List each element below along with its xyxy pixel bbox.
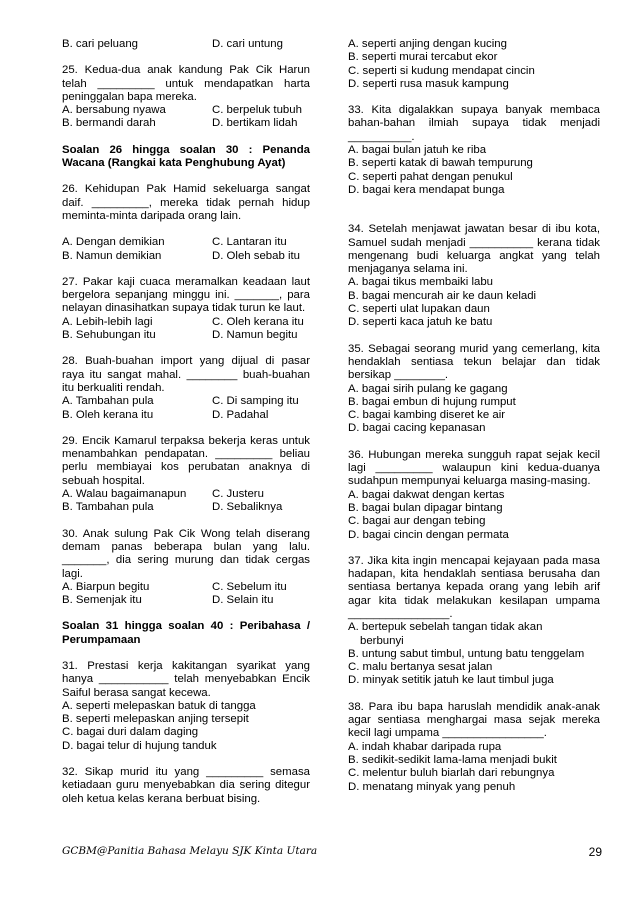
question-text: 31. Prestasi kerja kakitangan syarikat yang hanya ___________ telah menyebabkan Encik Saiful berasa sangat kecewa. [62, 659, 310, 699]
option-c: C. bagai aur dengan tebing [348, 515, 486, 528]
question-text: 37. Jika kita ingin mencapai kejayaan pada masa hadapan, kita hendaklah sentiasa berusaha dan sentiasa bertanya kepada orang yang lebih arif agar kita tidak melakukan kesilapan umpama ________________. [348, 554, 600, 620]
question-31 [62, 660, 310, 753]
option-c: C. seperti pahat dengan penukul [348, 170, 513, 183]
section-heading-31-40: Soalan 31 hingga soalan 40 : Peribahasa / Perumpamaan [62, 620, 310, 646]
option-b: B. seperti murai tercabut ekor [348, 51, 498, 64]
option-a: A. Lebih-lebih lagi [62, 315, 153, 328]
option-c: C. seperti ulat lupakan daun [348, 303, 490, 316]
question-text: 36. Hubungan mereka sungguh rapat sejak kecil lagi _________ walaupun kini kedua-duanya sudahpun mempunyai keluarga masing-masing. [348, 448, 600, 488]
option-d: D. Namun begitu [212, 329, 298, 342]
q32-options [348, 38, 600, 91]
option-d: D. minyak setitik jatuh ke laut timbul juga [348, 674, 554, 687]
option-c: C. Justeru [212, 488, 264, 501]
option-c: C. Di samping itu [212, 395, 299, 408]
question-28 [62, 355, 310, 421]
question-27 [62, 276, 310, 342]
option-a: A. seperti melepaskan batuk di tangga [62, 699, 256, 712]
page-footer [62, 845, 602, 861]
question-34 [348, 223, 600, 329]
question-text: 29. Encik Kamarul terpaksa bekerja keras untuk menambahkan pendapatan. _________ beliau perlu membiayai kos perubatan anaknya di sebuah hospital. [62, 434, 310, 487]
question-text: 33. Kita digalakkan supaya banyak membaca bahan-bahan ilmiah supaya tidak menjadi __________. [348, 104, 600, 143]
question-text: 35. Sebagai seorang murid yang cemerlang, kita hendaklah sentiasa tekun belajar dan tidak bersikap ________. [348, 342, 600, 382]
footer-credit: GCBM@Panitia Bahasa Melayu SJK Kinta Utara [62, 845, 318, 857]
option-c: C. malu bertanya sesat jalan [348, 661, 493, 674]
option-d: D. bertikam lidah [212, 117, 298, 130]
q24-options [62, 38, 310, 51]
question-30 [62, 528, 310, 608]
question-32 [62, 766, 310, 806]
question-text: 27. Pakar kaji cuaca meramalkan keadaan laut bergelora sepanjang minggu ini. _______, para nelayan dinasihatkan supaya tidak turun ke laut. [62, 275, 310, 315]
option-d: D. Padahal [212, 408, 269, 421]
option-a: A. bagai tikus membaiki labu [348, 276, 493, 289]
option-c: C. bagai kambing diseret ke air [348, 409, 506, 422]
option-a: A. Tambahan pula [62, 395, 154, 408]
question-text: 28. Buah-buahan import yang dijual di pasar raya itu sangat mahal. ________ buah-buahan itu berkualiti rendah. [62, 355, 310, 394]
option-a: A. Dengan demikian [62, 236, 165, 249]
question-25 [62, 64, 310, 130]
question-text: 34. Setelah menjawat jawatan besar di ibu kota, Samuel sudah menjadi __________ kerana tidak mengenang budi keluarga angkat yang telah menjaganya selama ini. [348, 223, 600, 276]
question-text: 25. Kedua-dua anak kandung Pak Cik Harun telah _________ untuk mendapatkan harta peninggalan bapa mereka. [62, 64, 310, 103]
option-c: C. bagai duri dalam daging [62, 726, 199, 739]
question-36 [348, 449, 600, 542]
option-a: A. Walau bagaimanapun [62, 488, 187, 501]
option-b: B. seperti katak di bawah tempurung [348, 157, 533, 170]
option-a-continued: berbunyi [360, 634, 404, 647]
option-c: C. berpeluk tubuh [212, 104, 302, 117]
question-text: 26. Kehidupan Pak Hamid sekeluarga sangat daif. _________, mereka tidak pernah hidup meminta-minta daripada orang lain. [62, 183, 310, 222]
question-38 [348, 701, 600, 794]
option-d: D. Oleh sebab itu [212, 249, 301, 262]
question-29 [62, 435, 310, 515]
option-d: D. bagai cacing kepanasan [348, 422, 486, 435]
question-options [62, 236, 310, 263]
option-a: A. Biarpun begitu [62, 580, 150, 593]
question-options [62, 104, 310, 131]
question-text: 38. Para ibu bapa haruslah mendidik anak-anak agar sentiasa menghargai masa sejak mereka kecil lagi umpama ________________. [348, 700, 600, 740]
option-d: D. seperti kaca jatuh ke batu [348, 316, 493, 329]
option-b: B. Tambahan pula [62, 501, 154, 514]
option-b: B. bagai bulan dipagar bintang [348, 501, 503, 514]
option-d: D. bagai kera mendapat bunga [348, 183, 505, 196]
option-b: B. Namun demikian [62, 249, 162, 262]
option-b: B. bagai mencurah air ke daun keladi [348, 289, 537, 302]
question-options [62, 395, 310, 422]
option-a: A. bagai bulan jatuh ke riba [348, 144, 487, 157]
question-text: 32. Sikap murid itu yang _________ semasa ketiadaan guru menyebabkan dia sering ditegur oleh ketua kelas kerana berbuat bising. [62, 766, 310, 805]
option-d: D. bagai telur di hujung tanduk [62, 739, 217, 752]
option-b: B. seperti melepaskan anjing tersepit [62, 713, 249, 726]
question-text: 30. Anak sulung Pak Cik Wong telah diserang demam panas beberapa bulan yang lalu. _______, dia sering murung dan tidak cergas lagi. [62, 527, 310, 580]
right-column [348, 38, 600, 807]
option-c: C. Lantaran itu [212, 236, 287, 249]
option-a: A. bersabung nyawa [62, 104, 166, 117]
question-options [62, 316, 310, 343]
option-b: B. bermandi darah [62, 117, 156, 130]
question-33 [348, 104, 600, 197]
option-b: B. sedikit-sedikit lama-lama menjadi bukit [348, 753, 557, 766]
option-a: A. seperti anjing dengan kucing [348, 38, 507, 50]
option-b: B. Semenjak itu [62, 594, 142, 607]
option-d: D. menatang minyak yang penuh [348, 780, 516, 793]
option-b: B. untung sabut timbul, untung batu tenggelam [348, 647, 585, 660]
question-options [62, 581, 310, 608]
question-26 [62, 183, 310, 262]
option-a: A. bagai sirih pulang ke gagang [348, 382, 508, 395]
option-a: A. bagai dakwat dengan kertas [348, 488, 505, 501]
option-c: C. Sebelum itu [212, 580, 287, 593]
q24-option-b: B. cari peluang [62, 38, 138, 50]
option-d: D. bagai cincin dengan permata [348, 528, 509, 541]
q24-option-d: D. cari untung [212, 38, 283, 50]
option-b: B. Sehubungan itu [62, 329, 156, 342]
section-heading-26-30: Soalan 26 hingga soalan 30 : Penanda Wacana (Rangkai kata Penghubung Ayat) [62, 143, 310, 170]
option-b: B. bagai embun di hujung rumput [348, 395, 516, 408]
question-options [62, 488, 310, 515]
option-d: D. Selain itu [212, 594, 274, 607]
question-37 [348, 555, 600, 688]
option-d: D. Sebaliknya [212, 501, 283, 514]
option-c: C. melentur buluh biarlah dari rebungnya [348, 767, 555, 780]
question-35 [348, 343, 600, 436]
option-c: C. Oleh kerana itu [212, 315, 304, 328]
option-a: A. bertepuk sebelah tangan tidak akan [348, 621, 543, 634]
option-c: C. seperti si kudung mendapat cincin [348, 64, 535, 77]
option-b: B. Oleh kerana itu [62, 408, 154, 421]
option-d: D. seperti rusa masuk kampung [348, 77, 509, 90]
page-number: 29 [588, 845, 602, 859]
option-a: A. indah khabar daripada rupa [348, 740, 502, 753]
left-column [62, 38, 310, 819]
